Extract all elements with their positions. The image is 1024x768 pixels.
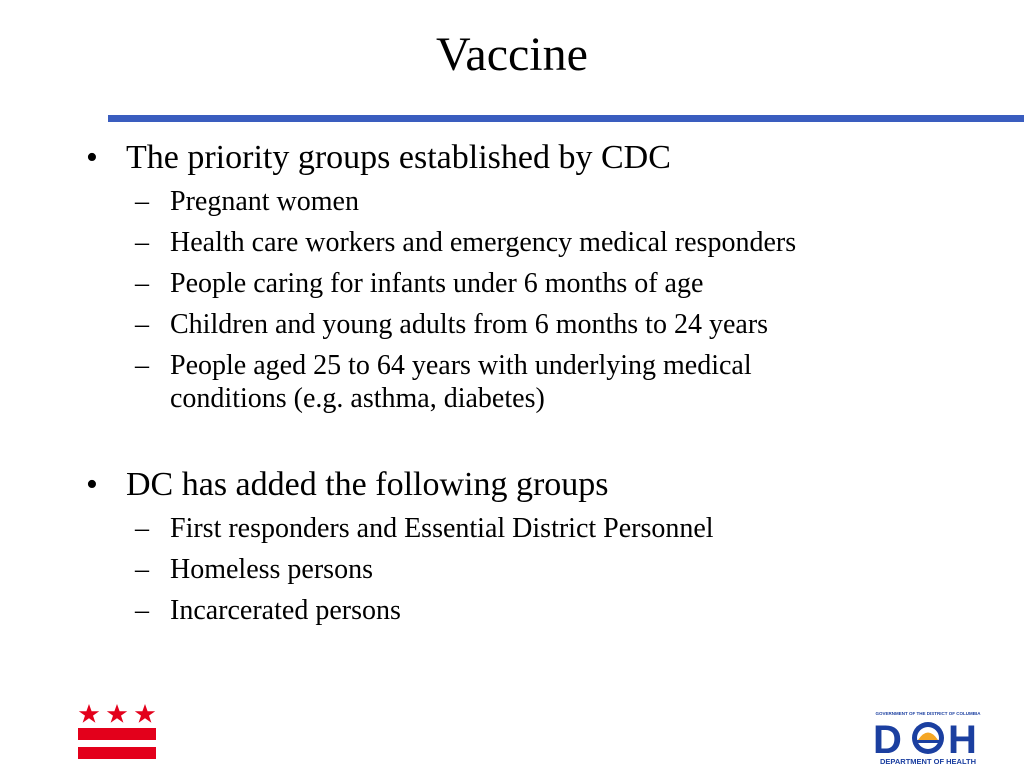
doh-bottom-text: DEPARTMENT OF HEALTH [880,757,976,766]
sub-bullet-text: Children and young adults from 6 months to 24 years [170,309,769,340]
flag-stars [79,704,155,723]
bullet-mark: • [86,466,98,503]
doh-logo [870,709,986,767]
sub-bullet-text: People caring for infants under 6 months of age [170,268,704,299]
bullet-mark: • [86,139,98,176]
star-icon [79,704,99,723]
sub-bullet-text: People aged 25 to 64 years with underlying medical [170,350,752,381]
doh-top-text: GOVERNMENT OF THE DISTRICT OF COLUMBIA [875,711,981,716]
flag-bar [78,747,156,759]
sub-bullet-text: Homeless persons [170,554,373,585]
sub-bullet-text: Incarcerated persons [170,595,401,626]
sub-bullet-mark: – [135,309,149,340]
star-icon [135,704,155,723]
sub-bullet-mark: – [135,513,149,544]
sub-bullet-mark: – [135,186,149,217]
sub-bullet-text: First responders and Essential District Personnel [170,513,714,544]
bullet-text: DC has added the following groups [126,466,609,503]
sub-bullet-text: conditions (e.g. asthma, diabetes) [170,383,545,414]
flag-bar [78,728,156,740]
dc-flag-logo [78,703,156,763]
sub-bullet-mark: – [135,350,149,381]
sub-bullet-mark: – [135,227,149,258]
doh-dome-icon [912,722,944,754]
sub-bullet-mark: – [135,268,149,299]
sub-bullet-mark: – [135,595,149,626]
slide-title: Vaccine [436,28,588,81]
doh-letter-h: H [948,718,977,762]
sub-bullet-text: Pregnant women [170,186,359,217]
sub-bullet-text: Health care workers and emergency medical responders [170,227,797,258]
star-icon [107,704,127,723]
bullet-text: The priority groups established by CDC [126,139,671,176]
sub-bullet-mark: – [135,554,149,585]
doh-letter-d: D [873,718,902,762]
